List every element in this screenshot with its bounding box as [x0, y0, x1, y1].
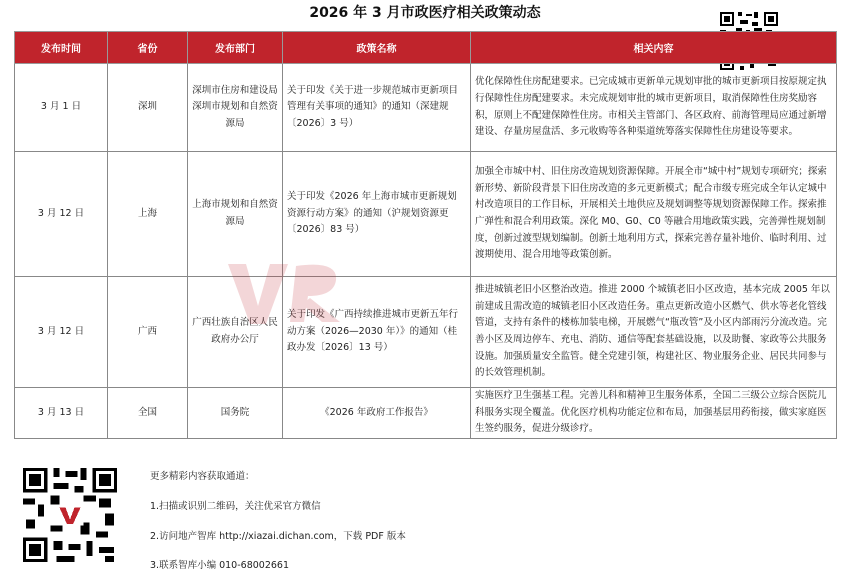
row-policy-name: 关于印发《广西持续推进城市更新五年行动方案（2026—2030 年）》的通知（桂政办发〔2026〕13 号）: [283, 277, 471, 388]
footer-line-website[interactable]: 2.访问地产智库 http://xiazai.dichan.com，下载 PDF 版本: [150, 531, 406, 542]
row-content: 实施医疗卫生强基工程。完善儿科和精神卫生服务体系，全国二三级公立综合医院儿科服务实现全覆盖。优化医疗机构功能定位和布局，加强基层用药衔接，做实家庭医生签约服务，促进分级诊疗。: [471, 388, 837, 439]
table-row: [15, 277, 837, 388]
row-policy-name: 《2026 年政府工作报告》: [283, 388, 471, 439]
footer-line-phone: 3.联系智库小编 010-68002661: [150, 560, 289, 571]
row-department: 国务院: [188, 388, 283, 439]
header-content: 相关内容: [471, 32, 837, 64]
row-department: 上海市规划和自然资源局: [188, 152, 283, 277]
row-date: 3 月 12 日: [15, 152, 108, 277]
policy-table: [14, 31, 837, 439]
header-policy-name: 政策名称: [283, 32, 471, 64]
row-date: 3 月 13 日: [15, 388, 108, 439]
row-date: 3 月 12 日: [15, 277, 108, 388]
row-content: 加强全市城中村、旧住房改造规划资源保障。开展全市“城中村”规划专项研究；探索新形势、新阶段背景下旧住房改造的多元更新模式；配合市级专班完成全年认定城中村改造项目的工作目标，开展相关土地供应及规划调整等规划资源保障工作。探索推广弹性和混合利用政策。深化 M0、G0、C0 等融合用地政策实践，完善弹性规划制度，创新过渡型规划编制。创新土地利用方式，探索完善存量补地价、临时利用、过渡期使用、混合用地等政策创新。: [471, 152, 837, 277]
header-province: 省份: [108, 32, 188, 64]
page-title: 2026 年 3 月市政医疗相关政策动态: [309, 5, 541, 21]
row-province: 广西: [108, 277, 188, 388]
footer-line-wechat: 1.扫描或识别二维码，关注优采官方微信: [150, 501, 321, 512]
footer-heading: 更多精彩内容获取通道：: [150, 471, 255, 482]
logo-watermark: [218, 256, 348, 328]
header-date: 发布时间: [15, 32, 108, 64]
row-department: 广西壮族自治区人民政府办公厅: [188, 277, 283, 388]
row-content: 推进城镇老旧小区整治改造。推进 2000 个城镇老旧小区改造，基本完成 2005 年以前建成且需改造的城镇老旧小区改造任务。重点更新改造小区燃气、供水等老化管线管道，支持有条件的楼栋加装电梯，开展燃气“瓶改管”及小区内部雨污分流改造。完善小区及周边停车、充电、消防、通信等配套基础设施，以及助餐、家政等公共服务设施。加强质量安全监管。健全党建引领，构建社区、物业服务企业、居民共同参与的长效管理机制。: [471, 277, 837, 388]
table-row: [15, 64, 837, 152]
table-row: [15, 388, 837, 439]
row-province: 全国: [108, 388, 188, 439]
row-policy-name: 关于印发《关于进一步规范城市更新项目管理有关事项的通知》的通知（深建规〔2026〕3 号）: [283, 64, 471, 152]
row-province: 上海: [108, 152, 188, 277]
table-header-row: [15, 32, 837, 64]
row-department: 深圳市住房和建设局 深圳市规划和自然资源局: [188, 64, 283, 152]
table-row: [15, 152, 837, 277]
row-content: 优化保障性住房配建要求。已完成城市更新单元规划审批的城市更新项目按原规定执行保障性住房配建要求。未完成规划审批的城市更新项目，取消保障性住房奖励容积，原则上不配建保障性住房。市相关主管部门、各区政府、前海管理局应通过新增建设、存量房屋盘活、多元收购等各种渠道统筹落实保障性住房建设等要求。: [471, 64, 837, 152]
qr-code-icon[interactable]: [20, 465, 120, 565]
row-policy-name: 关于印发《2026 年上海市城市更新规划资源行动方案》的通知（沪规划资源更〔2026〕83 号）: [283, 152, 471, 277]
header-department: 发布部门: [188, 32, 283, 64]
row-date: 3 月 1 日: [15, 64, 108, 152]
row-province: 深圳: [108, 64, 188, 152]
